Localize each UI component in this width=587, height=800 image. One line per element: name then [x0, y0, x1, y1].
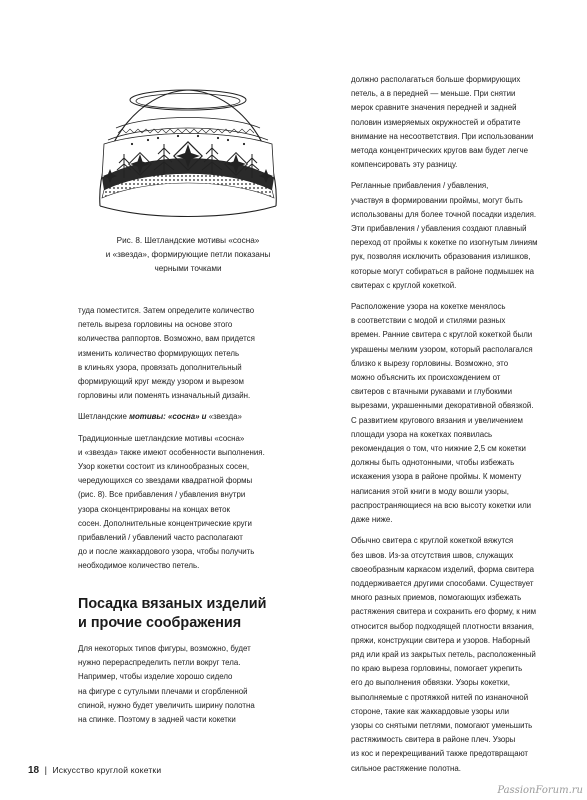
paragraph: Обычно свитера с круглой кокеткой вяжутся без швов. Из-за отсутствия швов, служащих своеобразным каркасом изделий, форма свитера поддерживается другими способами. Существует много разных приемов, помогающих избежать растяжения свитера и сохранить его форму, к ним относится выбор подходящей плотности вязания, пряжи, конструкции свитера и узоров. Наборный ряд или край из закрытых петель, расположенный по краю выреза горловины, помогает укрепить его до выполнения обвязки. Узоры кокетки, выполняемые с протяжкой нитей по изнаночной стороне, такие как жаккардовые узоры или узоры со снятыми петлями, помогают уменьшить растяжимость свитера в районе плеч. Узоры из кос и перекрещиваний также предотвращают сильное растяжение полотна.	[351, 536, 537, 773]
figure-caption: Рис. 8. Шетландские мотивы «сосна» и «звезда», формирующие петли показаны черными точками	[105, 236, 271, 273]
motif-subheading	[78, 410, 283, 424]
subhead-prefix: Шетландские	[78, 412, 130, 422]
section-heading: Посадка вязаных изделий и прочие соображения	[78, 596, 267, 631]
right-column	[351, 73, 561, 783]
subhead-suffix: «звезда»	[206, 412, 242, 422]
shetland-yoke-motif-illustration-icon	[88, 78, 288, 226]
footer-separator: |	[44, 765, 47, 775]
paragraph: Регланные прибавления / убавления, участвуя в формировании проймы, могут быть использованы для более точной посадки изделия. Эти прибавления / убавления создают плавный переход от проймы к кокетке по изогнутым линиям рук, позволяя исключить образования излишков, которые могут собираться в районе подмышек на свитерах с круглой кокеткой.	[351, 181, 538, 290]
page-number: 18	[28, 765, 40, 776]
book-title: Искусство круглой кокетки	[52, 765, 162, 775]
paragraph: туда поместится. Затем определите количество петель выреза горловины на основе этого количества раппортов. Возможно, вам придется изменить количество формирующих петель в клиньях узора, провязать дополнительный формирующий круг между узором и вырезом горловины или поменять изначальный дизайн.	[78, 306, 255, 401]
paragraph: Для некоторых типов фигуры, возможно, будет нужно перераспределить петли вокруг тела. Например, чтобы изделие хорошо сидело на фигуре с сутулыми плечами и сгорбленной спиной, нужно будет увеличить ширину полотна на спинке. Поэтому в задней части кокетки	[78, 644, 255, 725]
subhead-emphasis: мотивы: «сосна» и	[129, 412, 207, 422]
left-column	[78, 304, 283, 581]
paragraph: Традиционные шетландские мотивы «сосна» и «звезда» также имеют особенности выполнения. Узор кокетки состоит из клинообразных сосен, чередующихся со звездами квадратной формы (рис. 8). Все прибавления / убавления внутри узора сконцентрированы на концах веток сосен. Дополнительные концентрические круги прибавлений / убавлений часто располагают до и после жаккардового узора, чтобы получить необходимое количество петель.	[78, 433, 265, 571]
left-column-bottom	[78, 642, 288, 734]
watermark: PassionForum.ru	[497, 785, 583, 796]
paragraph: Расположение узора на кокетке менялось в соответствии с модой и стилями разных времен. Ранние свитера с круглой кокеткой были украшены мелким узором, который располагался близко к вырезу горловины. Возможно, это можно объяснить их происхождением от свитеров с втачными рукавами и глубокими вырезами, украшенными декоративной обвязкой. С развитием кругового вязания и увеличением площади узора на кокетках появилась рекомендация о том, что нижние 2,5 см кокетки должны быть однотонными, чтобы избежать искажения узора в районе проймы. К моменту написания этой книги в моду вошли узоры, распространяющиеся на всю высоту кокетки или даже ниже.	[351, 302, 534, 525]
page-footer	[28, 765, 161, 776]
paragraph: должно располагаться больше формирующих петель, а в передней — меньше. При снятии мерок сравните значения передней и задней половин измеряемых окружностей и обратите внимание на несоответствия. При использовании метода концентрических кругов вам будет легче компенсировать эту разницу.	[351, 75, 534, 170]
